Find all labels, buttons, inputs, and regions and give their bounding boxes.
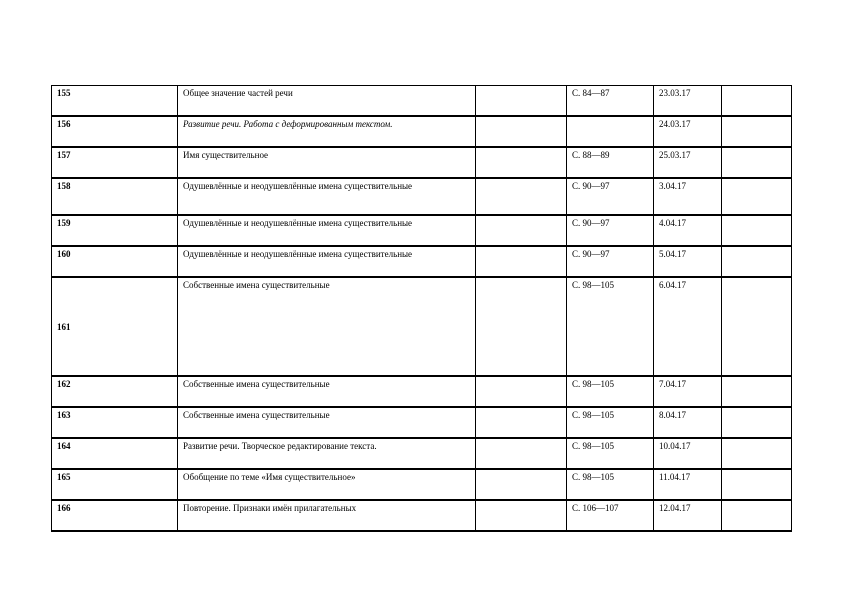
lesson-number: 166 <box>52 500 178 531</box>
table-row <box>52 215 792 246</box>
lesson-number: 156 <box>52 116 178 147</box>
table-row <box>52 116 792 147</box>
lesson-plan-body <box>52 86 792 531</box>
table-row <box>52 407 792 438</box>
lesson-number: 164 <box>52 438 178 469</box>
lesson-pages: С. 98—105 <box>567 407 654 438</box>
lesson-pages: С. 88—89 <box>567 147 654 178</box>
lesson-date: 5.04.17 <box>654 246 722 277</box>
lesson-note <box>722 277 792 376</box>
lesson-extra <box>476 246 567 277</box>
lesson-date: 4.04.17 <box>654 215 722 246</box>
table-row <box>52 178 792 215</box>
lesson-extra <box>476 376 567 407</box>
lesson-topic: Одушевлённые и неодушевлённые имена существительные <box>178 178 476 215</box>
lesson-number: 163 <box>52 407 178 438</box>
lesson-pages <box>567 116 654 147</box>
lesson-pages: С. 98—105 <box>567 376 654 407</box>
lesson-date: 12.04.17 <box>654 500 722 531</box>
table-row <box>52 147 792 178</box>
lesson-number: 158 <box>52 178 178 215</box>
lesson-extra <box>476 178 567 215</box>
lesson-note <box>722 376 792 407</box>
lesson-pages: С. 98—105 <box>567 277 654 376</box>
lesson-note <box>722 86 792 116</box>
lesson-extra <box>476 277 567 376</box>
lesson-number: 157 <box>52 147 178 178</box>
lesson-topic: Общее значение частей речи <box>178 86 476 116</box>
lesson-topic: Собственные имена существительные <box>178 407 476 438</box>
lesson-date: 11.04.17 <box>654 469 722 500</box>
lesson-note <box>722 469 792 500</box>
lesson-topic: Обобщение по теме «Имя существительное» <box>178 469 476 500</box>
lesson-number: 162 <box>52 376 178 407</box>
lesson-extra <box>476 147 567 178</box>
lesson-plan-table <box>51 85 792 532</box>
lesson-extra <box>476 500 567 531</box>
lesson-extra <box>476 438 567 469</box>
lesson-topic: Развитие речи. Творческое редактирование текста. <box>178 438 476 469</box>
lesson-extra <box>476 407 567 438</box>
lesson-date: 23.03.17 <box>654 86 722 116</box>
lesson-topic: Повторение. Признаки имён прилагательных <box>178 500 476 531</box>
lesson-number: 159 <box>52 215 178 246</box>
lesson-date: 3.04.17 <box>654 178 722 215</box>
lesson-number: 160 <box>52 246 178 277</box>
lesson-topic: Собственные имена существительные <box>178 376 476 407</box>
table-row <box>52 438 792 469</box>
lesson-topic: Собственные имена существительные <box>178 277 476 376</box>
lesson-number: 165 <box>52 469 178 500</box>
lesson-date: 7.04.17 <box>654 376 722 407</box>
lesson-pages: С. 84—87 <box>567 86 654 116</box>
lesson-topic: Одушевлённые и неодушевлённые имена существительные <box>178 246 476 277</box>
lesson-date: 6.04.17 <box>654 277 722 376</box>
lesson-note <box>722 215 792 246</box>
lesson-extra <box>476 86 567 116</box>
lesson-topic: Имя существительное <box>178 147 476 178</box>
table-row <box>52 277 792 376</box>
lesson-pages: С. 90—97 <box>567 215 654 246</box>
lesson-pages: С. 106—107 <box>567 500 654 531</box>
lesson-pages: С. 98—105 <box>567 438 654 469</box>
table-row <box>52 86 792 116</box>
lesson-note <box>722 407 792 438</box>
lesson-date: 10.04.17 <box>654 438 722 469</box>
lesson-number: 155 <box>52 86 178 116</box>
lesson-pages: С. 98—105 <box>567 469 654 500</box>
lesson-extra <box>476 215 567 246</box>
lesson-date: 8.04.17 <box>654 407 722 438</box>
lesson-topic: Развитие речи. Работа с деформированным текстом. <box>178 116 476 147</box>
lesson-note <box>722 500 792 531</box>
table-row <box>52 376 792 407</box>
table-row <box>52 246 792 277</box>
lesson-number: 161 <box>52 277 178 376</box>
lesson-note <box>722 147 792 178</box>
lesson-note <box>722 178 792 215</box>
lesson-date: 24.03.17 <box>654 116 722 147</box>
lesson-pages: С. 90—97 <box>567 246 654 277</box>
table-row <box>52 500 792 531</box>
lesson-note <box>722 438 792 469</box>
lesson-extra <box>476 469 567 500</box>
lesson-date: 25.03.17 <box>654 147 722 178</box>
lesson-extra <box>476 116 567 147</box>
lesson-pages: С. 90—97 <box>567 178 654 215</box>
lesson-note <box>722 116 792 147</box>
table-row <box>52 469 792 500</box>
lesson-topic: Одушевлённые и неодушевлённые имена существительные <box>178 215 476 246</box>
lesson-note <box>722 246 792 277</box>
